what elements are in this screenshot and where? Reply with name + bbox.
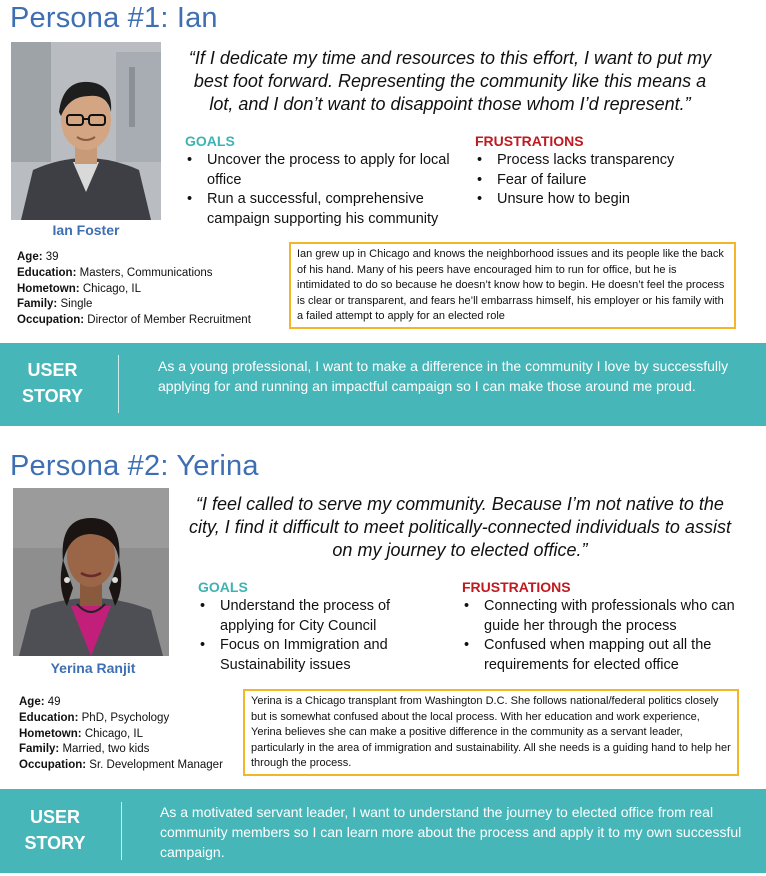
persona-2-photo [13, 488, 169, 656]
goal-item: • Uncover the process to apply for local office [185, 151, 460, 190]
user-story-divider [118, 355, 119, 413]
goal-item: • Understand the process of applying for City Council [198, 597, 438, 636]
persona-2-title: Persona #2: Yerina [10, 450, 259, 482]
goal-item: • Focus on Immigration and Sustainability issues [198, 636, 438, 675]
person-photo-icon [13, 488, 169, 656]
frustration-item: • Connecting with professionals who can guide her through the process [462, 597, 757, 636]
persona-2-goals-list [198, 597, 438, 675]
fact-occupation: Occupation: Director of Member Recruitment [17, 314, 251, 327]
user-story-text: As a young professional, I want to make a difference in the community I love by successfully applying for and running an impactful campaign so I can make those around me proud. [158, 358, 729, 394]
fact-hometown: Hometown: Chicago, IL [19, 727, 143, 740]
persona-1-goals-list [185, 151, 460, 229]
frustration-item: • Unsure how to begin [475, 190, 755, 210]
fact-age: Age: 39 [17, 251, 59, 263]
fact-family: Family: Married, two kids [19, 743, 150, 756]
goal-item: • Run a successful, comprehensive campaign supporting his community [185, 190, 460, 229]
frustration-item: • Confused when mapping out all the requirements for elected office [462, 636, 757, 675]
persona-2-frustrations-list [462, 597, 757, 675]
persona-1-goals-title: GOALS [185, 133, 235, 149]
persona-2-goals-title: GOALS [198, 579, 248, 595]
frustration-item: • Process lacks transparency [475, 151, 755, 171]
frustration-item: • Fear of failure [475, 171, 755, 191]
person-photo-icon [11, 42, 161, 220]
persona-2-bio: Yerina is a Chicago transplant from Washington D.C. She follows national/federal politics closely but is somewhat confused about the local process. With her education and work experience, Yerina believes she can make a positive difference in the community as a servant leader, particularly in the area of immigration and sustainability. All she needs is a guiding hand to help her through the process. [243, 689, 739, 776]
fact-age: Age: 49 [19, 696, 61, 708]
persona-2-name: Yerina Ranjit [50, 660, 136, 676]
user-story-label: USER STORY [24, 807, 86, 853]
persona-2-quote: “I feel called to serve my community. Because I’m not native to the city, I find it difficult to meet politically-connected individuals to assist on my journey to elected office.” [189, 494, 731, 560]
persona-1-user-story-band [0, 343, 766, 426]
persona-2-user-story-band [0, 789, 766, 873]
persona-1-quote: “If I dedicate my time and resources to this effort, I want to put my best foot forward. Representing the community like this means a lot, and I don’t want to disappoint those whom I’d represent.” [188, 48, 712, 114]
fact-education: Education: PhD, Psychology [19, 711, 170, 724]
fact-family: Family: Single [17, 298, 93, 311]
user-story-label: USER STORY [21, 360, 83, 406]
user-story-divider [121, 802, 122, 860]
persona-1-bio: Ian grew up in Chicago and knows the neighborhood issues and its people like the back of his hand. Many of his peers have encouraged him to run for office, but he is intimidated to do so because he doesn’t know how to begin. He doesn’t feel the process is clear or transparent, and fears he’ll embarrass himself, his employer or his family with a failed attempt to apply for an elected role [289, 242, 736, 329]
fact-hometown: Hometown: Chicago, IL [17, 282, 141, 295]
persona-1-name: Ian Foster [52, 222, 120, 238]
fact-occupation: Occupation: Sr. Development Manager [19, 759, 223, 772]
persona-1-photo [11, 42, 161, 220]
persona-1-frustrations-title: FRUSTRATIONS [475, 133, 584, 149]
fact-education: Education: Masters, Communications [17, 266, 213, 279]
persona-2-facts [19, 695, 244, 774]
persona-1-frustrations-list [475, 151, 755, 210]
persona-1-facts [17, 250, 287, 329]
persona-2-frustrations-title: FRUSTRATIONS [462, 579, 571, 595]
persona-1-title: Persona #1: Ian [10, 2, 218, 34]
user-story-text: As a motivated servant leader, I want to understand the journey to elected office from real community members so I can learn more about the process and apply it to my own successful campaign. [160, 804, 742, 860]
